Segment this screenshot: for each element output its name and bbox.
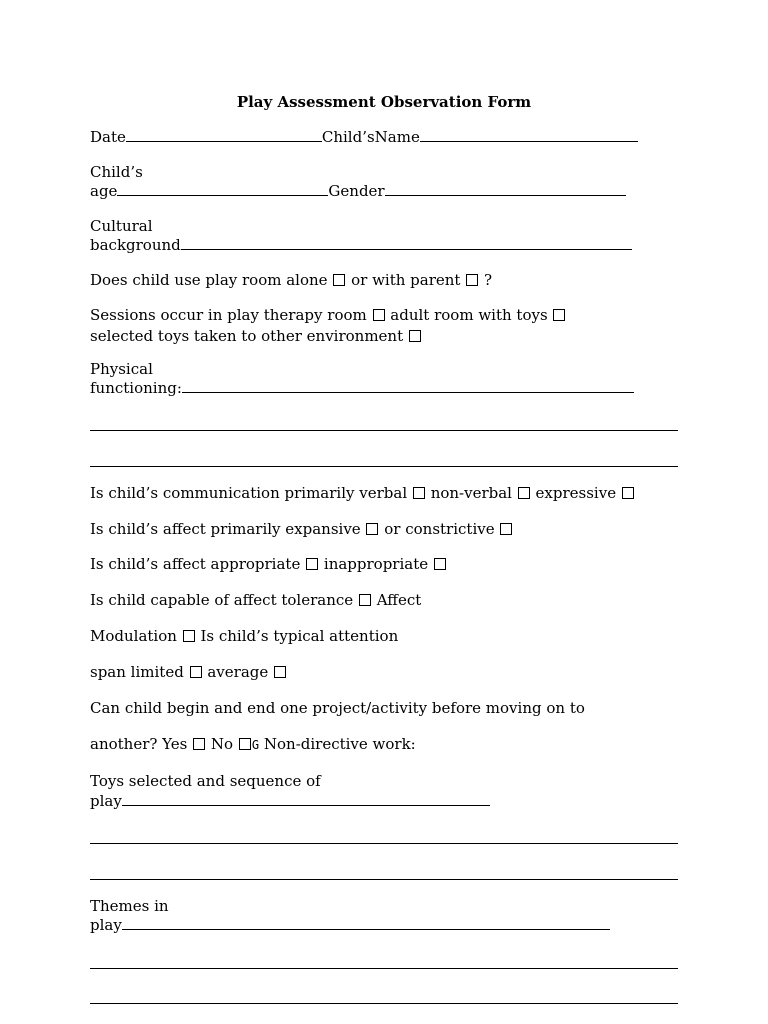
communication-question [90,484,635,502]
non-directive-label: Non-directive work: [263,735,416,753]
communication-text-a: Is child’s communication primarily verbal [90,484,408,502]
play-room-text-c: ? [484,271,493,289]
modulation-text-b: Is child’s typical attention [200,627,399,645]
constrictive-checkbox[interactable] [500,523,512,535]
child-name-field[interactable] [420,127,638,142]
date-field[interactable] [126,127,322,142]
another-text-b: No [210,735,234,753]
toys-notes-line-1[interactable] [90,843,678,844]
childs-label: Child’s [90,163,143,181]
expressive-checkbox[interactable] [622,487,634,499]
play-room-question [90,271,492,289]
themes-notes-line-1[interactable] [90,968,678,969]
sessions-text-b: adult room with toys [390,306,548,324]
attention-span-line [90,663,287,681]
themes-play-line [90,915,610,934]
sessions-text-a: Sessions occur in play therapy room [90,306,367,324]
affect-appropriate-text-b: inappropriate [323,555,429,573]
affect-tolerance-question [90,591,421,609]
cultural-background-field[interactable] [181,235,632,250]
toys-label: Toys selected and sequence of [90,772,321,790]
physical-notes-line-2[interactable] [90,466,678,467]
non-verbal-checkbox[interactable] [518,487,530,499]
toys-play-label: play [90,792,122,810]
play-therapy-room-checkbox[interactable] [373,309,385,321]
adult-room-checkbox[interactable] [553,309,565,321]
age-label: age [90,182,118,200]
affect-appropriate-question [90,555,447,573]
play-room-text-b: or with parent [351,271,461,289]
themes-notes-line-2[interactable] [90,1003,678,1004]
age-gender-line [90,181,626,200]
begin-end-question: Can child begin and end one project/activity before moving on to [90,699,585,717]
expansive-checkbox[interactable] [366,523,378,535]
toys-play-field[interactable] [122,791,490,806]
themes-play-field[interactable] [122,915,610,930]
physical-functioning-field[interactable] [182,378,634,393]
affect-tolerance-checkbox[interactable] [359,594,371,606]
modulation-text-a: Modulation [90,627,177,645]
communication-text-c: expressive [535,484,617,502]
functioning-line [90,378,634,397]
attention-span-text-b: average [207,663,269,681]
attention-span-text-a: span limited [90,663,184,681]
functioning-label: functioning: [90,379,182,397]
form-title: Play Assessment Observation Form [236,93,532,111]
modulation-checkbox[interactable] [183,630,195,642]
other-environment-checkbox[interactable] [409,330,421,342]
sessions-text-c: selected toys taken to other environment [90,327,404,345]
affect-range-text-b: or constrictive [384,520,495,538]
cultural-label: Cultural [90,217,153,235]
affect-range-question [90,520,513,538]
span-limited-checkbox[interactable] [190,666,202,678]
span-average-checkbox[interactable] [274,666,286,678]
with-parent-checkbox[interactable] [466,274,478,286]
another-text-a: another? Yes [90,735,188,753]
toys-notes-line-2[interactable] [90,879,678,880]
sessions-line-1 [90,306,566,324]
affect-tolerance-text-a: Is child capable of affect tolerance [90,591,354,609]
themes-play-label: play [90,916,122,934]
themes-label: Themes in [90,897,169,915]
affect-tolerance-text-b: Affect [376,591,422,609]
background-label: background [90,236,181,254]
alone-checkbox[interactable] [333,274,345,286]
child-name-label: Child’sName [321,128,420,146]
yes-checkbox[interactable] [193,738,205,750]
sessions-line-2 [90,327,422,345]
physical-label: Physical [90,360,153,378]
inappropriate-checkbox[interactable] [434,558,446,570]
gender-label: Gender [328,182,385,200]
another-line [90,735,416,754]
date-childname-line [90,127,638,146]
appropriate-checkbox[interactable] [306,558,318,570]
modulation-line [90,627,398,645]
affect-range-text-a: Is child’s affect primarily expansive [90,520,361,538]
no-checkbox[interactable] [239,738,251,750]
toys-play-line [90,791,490,810]
communication-text-b: non-verbal [430,484,512,502]
affect-appropriate-text-a: Is child’s affect appropriate [90,555,301,573]
verbal-checkbox[interactable] [413,487,425,499]
stray-glyph: G [251,738,260,752]
gender-field[interactable] [385,181,626,196]
date-label: Date [90,128,126,146]
background-line [90,235,632,254]
physical-notes-line-1[interactable] [90,430,678,431]
age-field[interactable] [117,181,328,196]
play-room-text-a: Does child use play room alone [90,271,328,289]
